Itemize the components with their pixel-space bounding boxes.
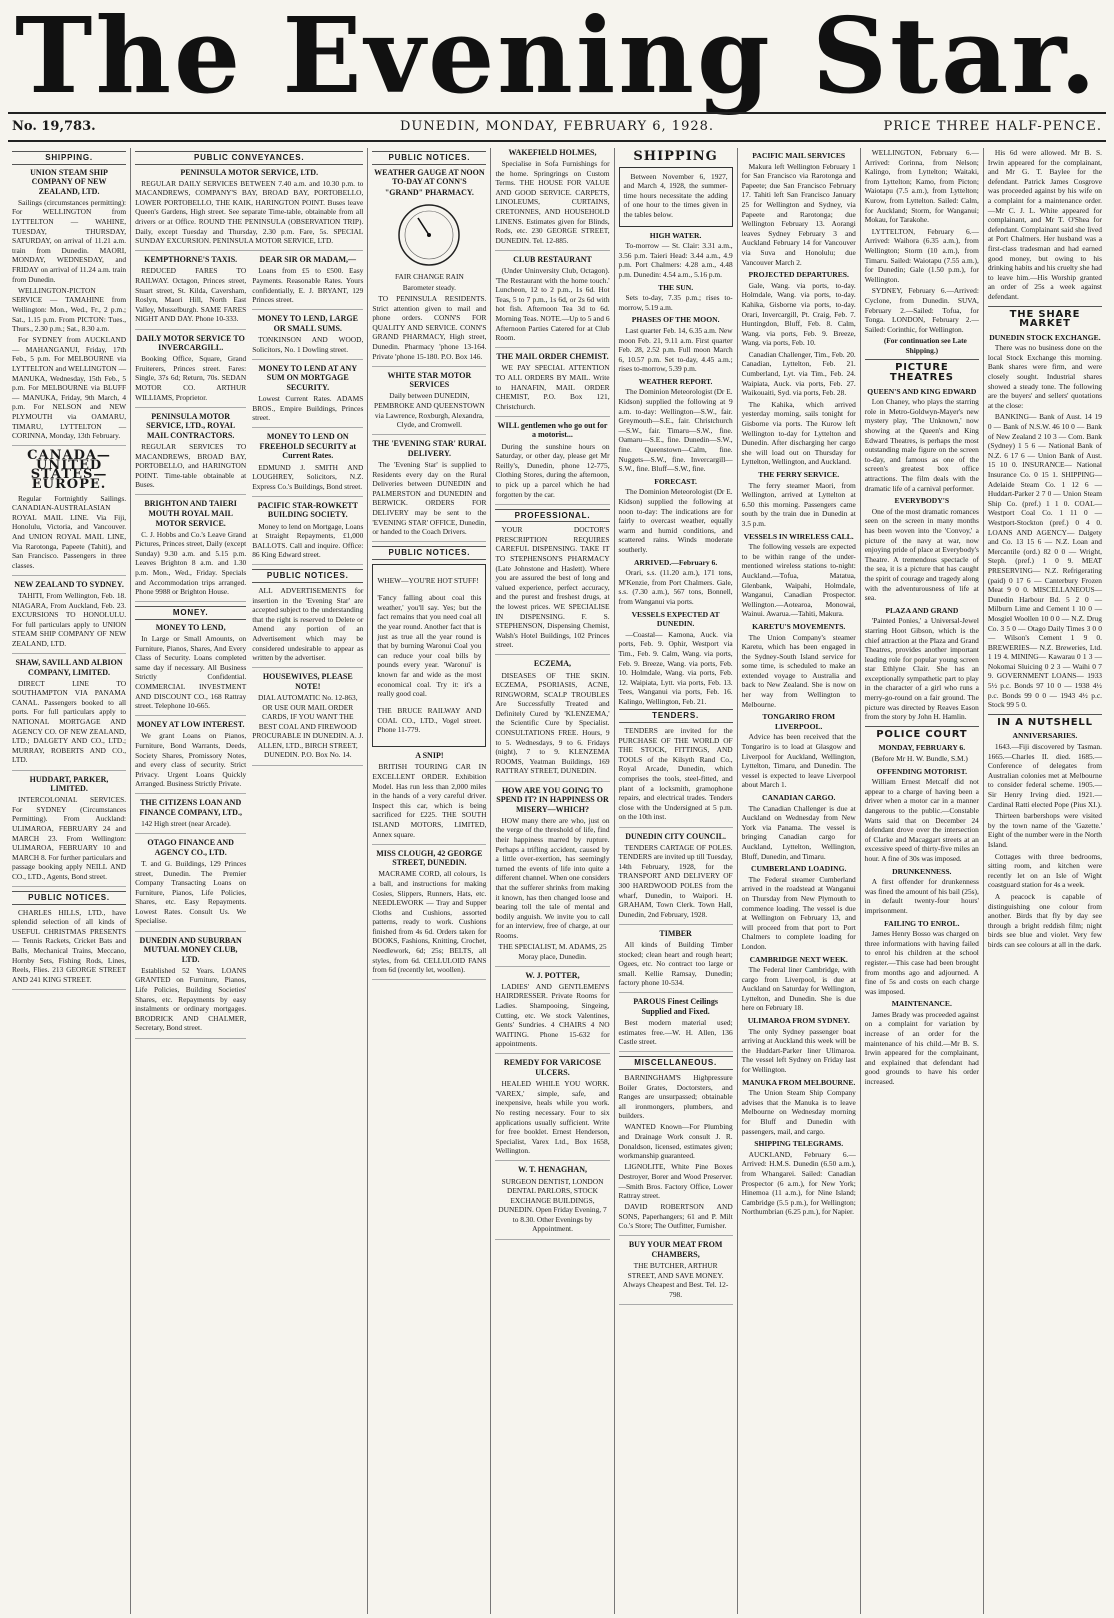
notice-title: MONEY TO LEND ON FREEHOLD SECURITY at Current Rates. xyxy=(259,432,357,461)
notice xyxy=(12,168,126,447)
article-subheading: VESSELS EXPECTED AT DUNEDIN. xyxy=(631,609,720,629)
notice-title: WAKEFIELD HOLMES, xyxy=(508,148,597,157)
article-text: A peacock is capable of distinguishing one colour from another. Birds that fly by day see through a bright reddish film; night birds see blue and violet. Very few birds can see colours at all in the dark. xyxy=(987,891,1102,949)
article-subheading: THE FERRY SERVICE. xyxy=(758,470,840,479)
section-heading: PUBLIC NOTICES. xyxy=(12,891,126,905)
article xyxy=(742,151,856,1217)
notice xyxy=(372,849,486,981)
article-text: The Dominion Meteorologist (Dr E. Kidson) supplied the following at 9 a.m. to-day: Wellington—S.W., fair. Greymouth—S.E., fair. Christchurch—S.W., fair. Timaru—S.W., fine. Oamaru—S.E., fine. Dunedin—S.W., fine. Queenstown—Calm, fine. Nuggets—S.W., fine. Invercargill—S.W., fine. Bluff—S.W., fine. xyxy=(618,387,733,474)
column-shipping-news xyxy=(615,148,738,1614)
section-heading: POLICE COURT xyxy=(865,726,979,741)
summer-time-note xyxy=(619,167,733,227)
article-text: The Kahika, which arrived yesterday morning, sails tonight for Gisborne via ports. The Kurow left Wellington to-day for Lyttelton and Dunedin. After discharging her cargo she will load out on Thursday for Lyttelton, Wellington, and Auckland. xyxy=(741,399,856,467)
notice xyxy=(135,720,246,794)
article-text: Orari, s.s. (11.20 a.m.), 171 tons, M'Kenzie, from Port Chalmers. Gale, s.s. (7.30 a.m.), 567 tons, Bonnell, from Wanganui via ports. xyxy=(618,568,733,606)
article-text: (For continuation see Late Shipping.) xyxy=(883,336,967,355)
notice xyxy=(619,929,733,994)
notice-body: TONKINSON AND WOOD, Solicitors, No. 1 Dowling street. xyxy=(252,335,364,354)
article xyxy=(865,387,979,722)
article-subheading: VESSELS IN WIRELESS CALL. xyxy=(743,531,854,541)
notice-body: Established 52 Years. LOANS GRANTED on Furniture, Pianos, Life Policies, Building Societies' Shares, etc. Repayments by easy instalments or ordinary mortgages. BRODRICK AND CHALMER, Secretary, Bond street. xyxy=(135,965,247,1033)
notice-body: ALL ADVERTISEMENTS for insertion in the 'Evening Star' are accepted subject to the understanding that the right is reserved to Delete or Amend any portion of an Advertisement which may be considered undesirable to appear as written by the advertiser. xyxy=(252,585,364,663)
sub-column-right xyxy=(252,255,363,1042)
article-text: His 6d were allowed. Mr B. S. Irwin appeared for the complainant, and Mr G. T. Baylee for the defendant. Patrick James Cosgrove was proceeded against by his wife on a complaint for a maintenance order.—Mr C. J. L. White appeared for complainant, and Mr T. O'Shea for defendant. Complainant said she lived at Port Chalmers. Her husband was a first-class tradesman and had earned good money, but owing to his drinking habits and his cruelty she had to leave him.—His Worship granted an order of 25s a week against defendant. xyxy=(987,148,1102,301)
notice xyxy=(135,499,246,602)
article-subheading: MANUKA FROM MELBOURNE. xyxy=(742,1077,856,1087)
article-text: AUCKLAND, February 6.—Arrived: H.M.S. Dunedin (6.50 a.m.), from Whangarei. Sailed: Canadian Prospector (6 a.m.), for New York; Hinemoa (11 a.m.), for Nine Island; Cambridge (5.5 p.m.), for Wellington; Northumbrian (6.25 p.m.), for Napier. xyxy=(741,1149,856,1217)
notice xyxy=(252,672,363,765)
column-shipping xyxy=(8,148,131,1614)
notice-title: MISS CLOUGH, 42 GEORGE STREET, DUNEDIN. xyxy=(376,848,483,868)
notice-signature: THE SPECIALIST, M. ADAMS, 25 Moray place, Dunedin. xyxy=(498,942,607,961)
notice-title: W. T. HENAGHAN, xyxy=(518,1165,587,1175)
notice-title: NEW ZEALAND TO SYDNEY. xyxy=(14,579,124,589)
article-text: SYDNEY, February 6.—Arrived: Cyclone, from Dunedin. SUVA, February 2.—Sailed: Tofua, for Tonga. LONDON, February 2.—Sailed: Corinthic, for Wellington. xyxy=(864,286,979,334)
masthead xyxy=(0,0,1114,117)
notice-body: WELLINGTON-PICTON SERVICE — TAMAHINE from Wellington: Mon., Wed., Fr., 2 p.m.; Sat., 1.15 p.m. From PICTON: Tues., Thurs., 2.30 p.m.; Sat., 8.30 a.m. xyxy=(12,285,127,334)
notice-body: SURGEON DENTIST, LONDON DENTAL PARLORS, STOCK EXCHANGE BUILDINGS, DUNEDIN. Open Friday Evening, 7 to 8.30. Other Evenings by Appointment. xyxy=(498,1176,607,1234)
column-public-notices xyxy=(368,148,491,1614)
notice-body: TENDERS are invited for the PURCHASE OF THE WORLD OF THE STOCK, FITTINGS, AND TOOLS of the Kilsyth Rand Co., Royal Arcade, Dunedin, which comprises the tools, steel-fitted, and plant of a locksmith, gramophone repairs, and electrical trades. Tenders close with the Undersigned at 5 p.m. on the 10th inst. xyxy=(618,726,733,822)
notice-title: DUNEDIN CITY COUNCIL. xyxy=(625,831,727,841)
notice xyxy=(372,168,486,367)
notice xyxy=(252,255,363,310)
notice xyxy=(495,421,609,505)
section-heading: CANADA—UNITED STATES—EUROPE. xyxy=(27,448,111,492)
notice-title: HOUSEWIVES, PLEASE NOTE! xyxy=(262,672,353,691)
article xyxy=(988,731,1102,949)
article-text: Cottages with three bedrooms, sitting room, and kitchen were recently let on an Isle of Wight coastguard station for 4s a week. xyxy=(987,851,1102,890)
notice-body: DIRECT LINE TO SOUTHAMPTON VIA PANAMA CANAL. Passengers booked to all ports. For full particulars apply to NATIONAL MORTGAGE AND AGENCY CO. OF NEW ZEALAND, LTD.; DALGETY AND CO., LTD.; MURRAY, ROBERTS AND CO., LTD. xyxy=(12,678,127,765)
notice-body: (Under Uninversity Club, Octagon). 'The Restaurant with the home touch.' Luncheon, 12 to 2 p.m., 1s 6d. Hot Teas, 5 to 7 p.m., 1s 6d, or 2s 6d with hot fish. Afternoon Tea 3d to 6d. Morning Teas. NOTE.—Up to 5 and 6 Afternoon Parties Catered for at Club Room. xyxy=(495,266,610,343)
notice-body: Sailings (circumstances permitting): For WELLINGTON from LYTTELTON — WAHINE, TUESDAY, THURSDAY, SATURDAY, on arrival of 11.21 a.m. train from Dunedin. MAORI, MONDAY, WEDNESDAY, and FRIDAY on arrival of 11.24 a.m. train from Dunedin. xyxy=(12,197,127,284)
notice-title: BRIGHTON AND TAIERI MOUTH ROYAL MAIL MOTOR SERVICE. xyxy=(144,499,237,528)
notice-body: Loans from £5 to £500. Easy Payments. Reasonable Rates. Yours confidentially, E. J. BRYANT, 129 Princes street. xyxy=(252,266,364,305)
article-text: The ferry steamer Maori, from Wellington, arrived at Lyttelton at 6.50 this morning. Passengers came south by the train due in Dunedin at 3.5 p.m. xyxy=(741,480,856,528)
notice-signature: THE BRUCE RAILWAY AND COAL CO., LTD., Vogel street. Phone 11-779. xyxy=(377,706,482,735)
article-text: Lon Chaney, who plays the starring role in Metro-Goldwyn-Mayer's new mystery play, 'The Unknown,' now showing at the Queen's and King Edward Theatres, is perhaps the most outstanding male figure on the screen to-day, and famous as one of the screen's greatest box office attractions. The film deals with the dramatic life of a carnival performer. xyxy=(864,397,979,493)
article-text: The Union Company's steamer Karetu, which has been engaged in the Sydney-South Island service for some time, is scheduled to make an extended voyage to Australia and back to New Zealand. She is now on her way from Wellington to Melbourne. xyxy=(741,632,856,709)
notice-body: We grant Loans on Pianos, Furniture, Bond Warrants, Deeds, Society Shares, Promissory Notes, and every class of security. Strict Privacy. Urgent Loans Quickly Arranged. Business Strictly Private. xyxy=(135,731,247,789)
article xyxy=(865,743,979,1086)
article-text: Canadian Challenger, Tim., Feb. 20. Canadian, Lyttelton, Feb. 21. Cumberland, Lyt. via Tim., Feb. 24. Waipiata, Auck. via ports, Feb. 27. Waikouaiti, Syd. via ports, Feb. 28. xyxy=(741,349,856,398)
notice xyxy=(619,832,733,925)
notice-title: OTAGO FINANCE AND AGENCY CO., LTD. xyxy=(147,838,234,857)
notice-body: LADIES' AND GENTLEMEN'S HAIRDRESSER. Private Rooms for Ladies. Shampooing, Singeing, Cutting, etc. We stock Valentines, Gents' Sundries. 4 CHAIRS 4 NO WAITING. Phone 15-632 for appointments. xyxy=(495,981,610,1049)
notice-body: WANTED Known—For Plumbing and Drainage Work consult J. R. Donaldson, licensed, estimates given; workmanship guaranteed. xyxy=(618,1122,733,1161)
section-heading: THE SHARE MARKET xyxy=(988,306,1102,330)
section-heading: IN A NUTSHELL xyxy=(988,714,1102,729)
notice xyxy=(495,971,609,1055)
section-heading: PUBLIC CONVEYANCES. xyxy=(135,151,363,165)
section-heading: MISCELLANEOUS. xyxy=(619,1056,733,1070)
article-subheading: KARETU'S MOVEMENTS. xyxy=(752,621,846,631)
sub-columns xyxy=(135,255,363,1042)
article-subheading: MONDAY, FEBRUARY 6. xyxy=(878,743,966,753)
article-subheading: WEATHER REPORT. xyxy=(638,376,713,386)
notice xyxy=(495,1165,609,1239)
article-text: The Canadian Challenger is due at Auckland on Wednesday from New York via Panama. The vessel is bringing Canadian cargo for Auckland, Lyttelton, Wellington, Bluff, Dunedin, and Timaru. xyxy=(741,803,856,861)
notice-title: THE MAIL ORDER CHEMIST. xyxy=(496,352,609,362)
article xyxy=(865,148,979,355)
notice-body: Money to lend on Mortgage, Loans at Straight Repayments, £1,000 BALLOTS. Call and inquire. Office: 86 King Edward street. xyxy=(252,521,364,560)
article-text: Advice has been received that the Tongariro is to load at Glasgow and Liverpool for Auckland, Wellington, Lyttelton, Timaru, and Dunedin. The vessel is expected to leave Liverpool about March 1. xyxy=(741,732,856,790)
article-text: The Dominion Meteorologist (Dr E. Kidson) supplied the following at noon to-day: The indications are for fairly to overcast weather, equally warm and humid conditions, and scattered rains. Winds moderate southerly. xyxy=(618,487,733,554)
notice xyxy=(372,751,486,844)
article-text: —Coastal— Kamona, Auck. via ports, Feb. 9. Ophir, Westport via Tim., Feb. 9. Calm, Wang. via ports, Feb. 9. Breeze, Wang. via ports, Feb. 10. Holmdale, Wang. via ports, Feb. 12. Waipiata, Lytt. via ports, Feb. 13. Tees, Wanganui via ports, Feb. 16. Kalingo, Wellington, Feb. 21. xyxy=(618,629,733,706)
notice-body: INTERCOLONIAL SERVICES. For SYDNEY (Circumstances Permitting). From Auckland: ULIMAROA, FEBRUARY 24 and MARCH 23. From Wellington: ULIMAROA, FEBRUARY 10 and MARCH 8. For further particulars and passage booking apply NEILL AND CO., LTD., Agents, Bond street. xyxy=(12,795,127,881)
notice xyxy=(135,798,246,834)
section-heading: TENDERS. xyxy=(619,709,733,723)
notice-title: THE 'EVENING STAR' RURAL DELIVERY. xyxy=(372,439,487,458)
article-text: A first offender for drunkenness was fined the amount of his bail (25s), in default twenty-four hours' imprisonment. xyxy=(864,877,979,915)
article xyxy=(988,333,1102,710)
article-subheading: TONGARIRO FROM LIVERPOOL. xyxy=(762,712,836,731)
notice-title: WILL gentlemen who go out for a motorist... xyxy=(497,420,608,440)
gauge-caption: Barometer steady. xyxy=(402,282,457,292)
notice-title: KEMPTHORNE'S TAXIS. xyxy=(144,255,238,265)
notice xyxy=(619,997,733,1052)
notice-title: UNION STEAM SHIP COMPANY OF NEW ZEALAND, LTD. xyxy=(30,167,108,196)
issue-number: No. 19,783. xyxy=(12,119,96,134)
section-heading: MONEY. xyxy=(135,606,246,620)
notice xyxy=(135,255,246,329)
notice-body: REGULAR DAILY SERVICES BETWEEN 7.40 a.m. and 10.30 p.m. to MACANDREWS, COMPANY'S BAY, BROAD BAY, PORTOBELLO, LOWER PORTOBELLO, THE KAIK, HARINGTON POINT. Buses leave Queen's Gardens, High street. See separate Time-table, obtainable from all drivers or at Office. ROUND THE PENINSULA (OBSERVATION TRIP). Daily, except Tuesday and Thursday, 2.30 p.m. Fare, 5s. SPECIAL SUNDAY EXCURSION. PENINSULA MOTOR SERVICE, LTD. xyxy=(135,178,364,246)
notice-title: WEATHER GAUGE AT NOON TO-DAY AT CONN'S xyxy=(374,167,485,187)
section-heading: PUBLIC NOTICES. xyxy=(372,546,486,560)
notice-body: HEALED WHILE YOU WORK. 'VAREX,' simple, safe, and inexpensive, heals while you work. No resting necessary. Four to six applications usually sufficient. Write for free booklet. Ernest Henderson, Specialist, Varex Ltd., Box 1658, Wellington. xyxy=(495,1079,610,1156)
notice-body: During the sunshine hours on Saturday, or other day, please get Mr Reilly's, Dunedin, phone 12-775, Clothing Stores, during the afternoon, to pick up a parcel which he had forgotten by the car. xyxy=(495,441,610,499)
article-text: The only Sydney passenger boat arriving at Auckland this week will be the Huddart-Parker liner Ulimaroa. The vessel left Sydney on Friday last for Wellington. xyxy=(741,1026,856,1075)
section-heading: PUBLIC NOTICES. xyxy=(372,151,486,165)
article-subheading: CUMBERLAND LOADING. xyxy=(751,864,847,874)
article-text: Makura left Wellington February 1 for San Francisco via Rarotonga and Papeete; due San Francisco February 17. Tahiti left San Francisco January 25 for Wellington and Sydney, via Papeete and Rarotonga; due Wellington February 13. Aorangi leaves Sydney February 3 and Auckland February 14 for Vancouver via Suva and Honolulu; due Vancouver March 2. xyxy=(741,161,856,267)
notice-body: DAVID ROBERTSON AND SONS, Paperhangers; 61 and P. Milt Co.'s Store; The Outfitter, Furnisher. xyxy=(618,1202,733,1231)
notice-body: TO PENINSULA RESIDENTS. Strict attention given to mail and phone orders. CONN'S FOR QUALITY AND SERVICE. CONN'S GRAND PHARMACY, High street, Dunedin. Pharmacy 'phone 13-164. Private 'phone 15-180. P.O. Box 146. xyxy=(372,294,487,361)
notice xyxy=(495,148,609,251)
article-text: One of the most dramatic romances seen on the screen in many months has been woven into the 'Convoy,' a picture of the navy at war, now enjoying pride of place at Everybody's Theatre. A tremendous spectacle of the sea, it is a picture that has caught the spirit of courage and tragedy along with the adventurousness of life at sea. xyxy=(864,506,979,603)
notice-body: Booking Office, Square, Grand Fruiterers, Princes street. Fares: Single, 37s 6d; Return, 70s. SEDAN MOTOR CO. ARTHUR WILLIAMS, Proprietor. xyxy=(135,354,247,402)
notice-title: DUNEDIN AND SUBURBAN MUTUAL MONEY CLUB, LTD. xyxy=(139,935,242,964)
notice-body: THE BUTCHER, ARTHUR STREET, AND SAVE MONEY. Always Cheapest and Best. Tel. 12-798. xyxy=(622,1261,729,1299)
article-text: The following vessels are expected to be within range of the under-mentioned wireless stations to-night: Auckland.—Tofua, Matatua, Glenbank, Waipahi, Holmdale, Wanganui, Canadian Prospector. Wellington.—Aotearoa, Monowai, Wainui. Awarua.—Tahiti, Makura. xyxy=(741,542,856,619)
notice-body: In Large or Small Amounts, on Furniture, Pianos, Shares, And Every Class of Security. Loans completed same day if necessary. All Business Strictly Confidential. COMMERCIAL INVESTMENT AND DISCOUNT CO., 168 Rattray street. Telephone 10-665. xyxy=(135,634,247,711)
article-text: William Ernest Metcalf did not appear to a charge of having been a driver when a motor car in a manner dangerous to the public.—Constable Watts said that on December 24 defendant drove over the intersection of Clarke and Macaggart streets at an excessive speed of thirty-five miles an hour. A fine of 30s was imposed. xyxy=(864,777,979,863)
notice-body: HOW many there are who, just on the verge of the threshold of life, find their happiness marred by rupture. Perhaps a trifling accident, caused by a little over-exertion, has seemingly turned the events of life into quite a different channel. When one considers that the sufferer shrinks from making it known, has then changed loose and bearing toll the tale of mental and bodily anguish. We invite you to call for an interview, free of charge, at our Rooms. xyxy=(495,815,610,940)
notice xyxy=(495,255,609,348)
notice-body: 142 High street (near Arcade). xyxy=(141,819,231,829)
column-public-conveyances xyxy=(131,148,368,1614)
notice xyxy=(252,314,363,359)
article-text: Thirteen barbershops were visited by the town name of the 'Gazette.' Eight of the number were in the North Island. xyxy=(987,811,1102,849)
article-subheading: ULIMAROA FROM SYDNEY. xyxy=(747,1016,850,1026)
article-text: James Brady was proceeded against on a complaint for variation by increase of an order for the maintenance of his child.—Mr B. S. Irwin appeared for the complainant, and explained that defendant had good grounds to have his order increased. xyxy=(864,1009,979,1087)
notice-body: Specialise in Sofa Furnishings for the home. Springrings on Custom Terms. THE HOUSE FOR VALUE AND GOOD SERVICE. CARPETS, LINOLEUMS, CURTAINS, CRETONNES, AND HOUSEHOLD LINENS. Estimates given for Blinds, Rods, etc. 230 GEORGE STREET, DUNEDIN. Tel. 12-885. xyxy=(495,159,610,245)
issue-price: PRICE THREE HALF-PENCE. xyxy=(883,119,1102,134)
dateline xyxy=(8,112,1106,142)
notice xyxy=(495,1058,609,1161)
article-subheading: THE SUN. xyxy=(658,282,694,292)
notice xyxy=(619,726,733,827)
article-subheading: PROJECTED DEPARTURES. xyxy=(748,270,849,280)
notice-title: ECZEMA, xyxy=(533,659,572,669)
gauge-label: "GRAND" PHARMACY. xyxy=(384,188,474,198)
notice xyxy=(619,1240,733,1305)
notice-title: THE CITIZENS LOAN AND FINANCE COMPANY, LTD., xyxy=(139,798,242,818)
notice-body: For SYDNEY from AUCKLAND — MAHANGANUI, Friday, 17th Feb., 5 p.m. For MELBOURNE via LYTTELTON and WELLINGTON — MANUKA, Wednesday, 15th Feb., 5 p.m. For MELBOURNE via BLUFF — MANUKA, Friday, 9th March, 4 p.m. For NELSON and NEW PLYMOUTH via OAMARU, TIMARU, LYTTELTON — CORINNA, Monday, 13th February. xyxy=(12,335,127,441)
article-text: WELLINGTON, February 6.—Arrived: Corinna, from Nelson; Kalingo, from Lyttelton; Waitaki, from Lyttelton; Kamo, from Picton; Waiotapu (7.5 a.m.), from Lyttelton; Kurow, from Lyttelton. Sailed: Calm, for Auckland; Storm, for Wanganui; Mokau, for Tarakohe. xyxy=(864,148,979,225)
notice-body: 'Fancy falling about coal this weather,' you'll say. Yes; but the fact remains that you need coal all the year round. Another fact that is just as true all the year round is that by burning Waronui Coal you can reduce your coal bills by pounds every year. 'Waronui' is known far and wide as the most economical coal. Try it: it's a really good coal. xyxy=(377,593,482,699)
notice-body: DISEASES OF THE SKIN. ECZEMA, PSORIASIS, ACNE, RINGWORM, SCALP TROUBLES Are Successfully Treated and Definitely Cured by 'KLENZEMA,' the Scientific Cure by Specialist. CONSULTATIONS FREE. Hours, 9 to 5. Wednesdays, 9 to 6. Fridays (night), 7 to 9. KLENZEMA ROOMS, Yeatman Buildings, 169 RATTRAY STREET, DUNEDIN. xyxy=(495,670,610,776)
masthead-title: The Evening Star. xyxy=(15,0,1099,117)
article-text: 1643.—Fiji discovered by Tasman. 1665.—Charles II. died. 1685.—Conference of delegates from Australian colonies met at Melbourne to consider federal scheme. 1905.—Sir Henry Irving died. 1921.—Cardinal Ratti elected Pope (Pius XI.). xyxy=(987,742,1102,809)
article-subheading: PHASES OF THE MOON. xyxy=(631,315,720,325)
notice-title: PACIFIC STAR-ROWKETT BUILDING SOCIETY. xyxy=(257,500,358,520)
article-subheading: QUEEN'S AND KING EDWARD xyxy=(867,386,977,396)
notice xyxy=(252,364,363,429)
notice xyxy=(135,838,246,931)
notice-body: C. J. Hobbs and Co.'s Leave Grand Pictures, Princes street, Daily (except Sunday) 9.30 a.m. and 5.15 p.m. Leaves Brighton 8 a.m. and 1.30 p.m. Mon., Wed., Friday. Specials and Accommodation trips arranged. Phone 9988 or Brighton House. xyxy=(135,529,247,597)
notice-title: SHAW, SAVILL AND ALBION COMPANY, LIMITED. xyxy=(15,658,123,677)
notice-body: Regular Fortnightly Sailings. CANADIAN-AUSTRALASIAN ROYAL MAIL LINE. Via Fiji, Honolulu, Victoria, and Vancouver. And UNION ROYAL MAIL LINE, Via Rarotonga, Papeete (Tahiti), and San Francisco. Passengers in three classes. xyxy=(12,493,127,570)
notice-title: PENINSULA MOTOR SERVICE, LTD., ROYAL MAIL CONTRACTORS. xyxy=(146,411,236,440)
article-subheading: HIGH WATER. xyxy=(649,230,702,240)
notice-body: BRITISH TOURING CAR IN EXCELLENT ORDER. Exhibition Model. Has run less than 2,000 miles in the hands of a very careful driver. Inspect this car, which is being sacrificed for £225. THE SOUTH ISLAND MOTORS, LIMITED, Annex square. xyxy=(372,762,487,839)
notice-body: The 'Evening Star' is supplied to Residents every day on the Rural Deliveries between DUNEDIN and PALMERSTON and DUNEDIN and BERWICK. ORDERS FOR DELIVERY may be sent to the 'EVENING STAR' OFFICE, Dunedin, or handed to the Coach Drivers. xyxy=(372,459,487,537)
notice-body: Best modern material used; estimates free.—W. H. Allen, 136 Castle street. xyxy=(618,1018,733,1047)
article-text: (Before Mr H. W. Bundle, S.M.) xyxy=(871,754,968,764)
column-pacific-mail xyxy=(738,148,861,1614)
notice-title: MONEY TO LEND AT ANY SUM ON MORTGAGE SECURITY. xyxy=(258,363,358,392)
notice xyxy=(252,432,363,497)
section-heading: PICTURE THEATRES xyxy=(865,359,979,383)
notice xyxy=(12,580,126,654)
article-text: The Union Steam Ship Company advises that the Manuka is to leave Melbourne on Wednesday morning for Bluff and Dunedin with passengers, mail, and cargo. xyxy=(741,1088,856,1136)
article-text: Sets to-day, 7.35 p.m.; rises to-morrow, 5.19 a.m. xyxy=(618,293,733,312)
stock-quotations: BANKING— Bank of Aust. 14 19 0 — Bank of N.S.W. 46 10 0 — Bank of New Zealand 2 10 3 — Com. Bank (Sydney) 1 5 6 — National Bank of N.Z. 6 17 6 — Union Bank of Aust. 15 10 0. INSURANCE— National Insurance Co. 0 15 1. SHIPPING— Adelaide Steam Co. 1 12 6 — Huddart-Parker 2 7 0 — Union Steam Ship Co. (pref.) 1 1 0. COAL— Westport Coal Co. 1 11 0 — Westport-Stockton (pref.) 0 4 0. LOANS AND AGENCY— Dalgety and Co. 13 15 6 — N.Z. Loan and Mercantile (ord.) 82 0 0 — Wright, Steph. (pref.) 1 0 9. MEAT PRESERVING— N.Z. Refrigerating (paid) 0 17 6 — Canterbury Frozen Meat 9 0 0. MISCELLANEOUS— Dunedin Harbour Bd. 5 2 0 — Milburn Lime and Cement 1 10 0 — Mosgiel Woollen 10 0 0 — N.Z. Drug Co. 3 5 0 — Otago Daily Times 3 0 0 — Wilson's Cement 1 9 0. BREWERIES— N.Z. Breweries, Ltd. 1 19 4. MINING— Kawarau 0 1 3 — Nokomai Sluicing 0 2 3 — Waihi 0 7 9. GOVERNMENT LOANS— 1933 5½ p.c. Bonds 97 10 0 — 1938 4½ p.c. Bonds 99 0 0 — 1943 4½ p.c. Stock 99 5 0. xyxy=(987,412,1102,710)
notice-title: PAROUS Finest Ceilings Supplied and Fixed. xyxy=(633,997,718,1016)
notice-body: Daily between DUNEDIN, PEMBROKE AND QUEENSTOWN via Lawrence, Roxburgh, Alexandra, Clyde, and Cromwell. xyxy=(374,391,485,430)
notice-title: DEAR SIR OR MADAM,— xyxy=(259,255,356,265)
article-subheading: CANADIAN CARGO. xyxy=(762,793,836,802)
notice-body: CHARLES HILLS, LTD., have splendid selection of all kinds of USEFUL CHRISTMAS PRESENTS — Tennis Rackets, Cricket Bats and Balls, Mechanical Trains, Meccano, Hornby Sets, Fishing Rods, Lines, Reels, Flies. 213 GEORGE STREET AND 241 KING STREET. xyxy=(12,907,127,984)
notice xyxy=(372,439,486,542)
article-subheading: FAILING TO ENROL. xyxy=(884,918,960,928)
gauge-dial-text: FAIR CHANGE RAIN xyxy=(394,271,464,281)
notice-body: YOUR DOCTOR'S PRESCRIPTION REQUIRES CAREFUL DISPENSING. TAKE IT TO STEPHENSON'S PHARMACY (Late Johnstone and Haslett). Where you are assured the best of long and valued experience, perfect accuracy, and the purest and freshest drugs, at the lowest prices. WE SPECIALISE IN DISPENSING. F. S. STEPHENSON, Dispensing Chemist, Walsh's Hotel Buildings, 102 Princes street. xyxy=(495,525,610,650)
article-subheading: EVERYBODY'S xyxy=(894,496,950,506)
notice xyxy=(495,659,609,781)
article-subheading: PACIFIC MAIL SERVICES xyxy=(752,151,846,160)
article-subheading: OFFENDING MOTORIST. xyxy=(876,766,968,776)
article-text: LYTTELTON, February 6.—Arrived: Waihora (6.35 a.m.), from Wellington; Storm (10 a.m.), from Timaru. Sailed: Waiotapu (7.55 a.m.), for Dunedin; Gale (1.50 p.m.), for Wellington. xyxy=(864,226,979,284)
notice-body: MACRAME CORD, all colours, 1s a ball, and instructions for making Cosies, Slippers, Runners, Hats, etc. NEEDLEWORK — Tray and Supper Cloths and Cushions, assorted patterns, ready to work. Cushions finished from 4s 6d. Orders taken for BOOKS, Fashions, Knitting, Crochet, Needlework, 6d; 25s; BELTS, all styles, from 6d. CELLULOID FANS from 6d (recently let, woollen). xyxy=(372,869,487,975)
notice xyxy=(372,371,486,436)
notice-body: LIGNOLITE, White Pine Boxes Destroyer, Borer and Wood Preserver.—Smith Bros. Factory Office, Lower Rattray street. xyxy=(618,1162,733,1201)
article-text: James Henry Bosso was charged on three informations with having failed to enrol his children at the school register.—This case had been brought from months ago and adjourned. A fine of 5s and costs on each charge was imposed. xyxy=(864,929,979,996)
notice xyxy=(12,908,126,990)
notice-title: A SNIP! xyxy=(415,751,444,761)
notice-title: HUDDART, PARKER, LIMITED. xyxy=(29,774,109,794)
article-text: Last quarter Feb. 14, 6.35 a.m. New moon Feb. 21, 9.11 a.m. First quarter Feb. 28, 2.52 p.m. Full moon March 6, 10.57 p.m. Set to-day, 4.45 a.m.; rises to-morrow, 5.39 p.m. xyxy=(618,325,733,374)
article-text: The Federal steamer Cumberland arrived in the roadstead at Wanganui on Thursday from New Plymouth to commence loading. The vessel is due at Wellington on February 13, and will proceed from that port to Port Chalmers to complete loading for London. xyxy=(741,874,856,951)
column-picture-theatres xyxy=(861,148,984,1614)
notice-title: PENINSULA MOTOR SERVICE, LTD. xyxy=(180,167,319,177)
notice xyxy=(252,586,363,668)
notice-body: DIAL AUTOMATIC No. 12-863, OR USE OUR MAIL ORDER CARDS, IF YOU WANT THE BEST COAL AND FIREWOOD PROCURABLE IN DUNEDIN. A. J. ALLEN, LTD., BIRCH STREET, DUNEDIN. P.O. Box No. 14. xyxy=(252,692,364,760)
notice-body: WE PAY SPECIAL ATTENTION TO ALL ORDERS BY MAIL. Write to HANAFIN, MAIL ORDER CHEMIST, P.O. Box 121, Christchurch. xyxy=(495,363,610,411)
notice-body: REGULAR SERVICES TO MACANDREWS, BROAD BAY, PORTOBELLO, and HARINGTON POINT. Time-table obtainable at Buses. xyxy=(135,441,247,490)
notice xyxy=(495,352,609,417)
section-heading: SHIPPING xyxy=(633,149,718,164)
article-text: The Federal liner Cambridge, with cargo from Liverpool, is due at Auckland on Saturday for Wellington, Lyttelton, and Dunedin. She is due here on February 18. xyxy=(741,965,856,1013)
notice xyxy=(12,494,126,576)
section-heading: PUBLIC NOTICES. xyxy=(252,569,363,583)
notice-title: W. J. POTTER, xyxy=(525,970,580,980)
notice-body: TAHITI, From Wellington, Feb. 18. NIAGARA, From Auckland, Feb. 23. EXCURSIONS TO HONOLULU. For full particulars apply to UNION STEAM SHIP COMPANY OF NEW ZEALAND, LTD. xyxy=(12,590,127,648)
notice-body: Lowest Current Rates. ADAMS BROS., Empire Buildings, Princes street. xyxy=(252,393,364,423)
notice xyxy=(135,168,363,252)
article-subheading: SHIPPING TELEGRAMS. xyxy=(754,1139,844,1149)
article-text: To-morrow — St. Clair: 3.31 a.m., 3.56 p.m. Taieri Head: 3.44 a.m., 4.9 p.m. Port Chalmers: 4.28 a.m., 4.48 p.m. Dunedin: 4.54 a.m., 5.16 p.m. xyxy=(618,241,733,279)
columns xyxy=(8,148,1106,1614)
notice-body: All kinds of Building Timber stocked; clean heart and rough heart; Ogees, etc. No contract too large or small. Kellie Ramsay, Dunedin; factory phone 10-534. xyxy=(618,939,733,988)
notice xyxy=(135,623,246,716)
coal-advert xyxy=(372,564,486,747)
section-heading: SHIPPING. xyxy=(12,151,126,165)
article xyxy=(619,231,733,707)
column-share-market xyxy=(984,148,1106,1614)
article-subheading: PLAZA AND GRAND xyxy=(885,605,959,615)
notice-title: MONEY AT LOW INTEREST. xyxy=(136,720,245,730)
article xyxy=(988,148,1102,302)
article-subheading: ARRIVED.—February 6. xyxy=(633,557,718,567)
article-subheading: ANNIVERSARIES. xyxy=(1012,731,1078,741)
notice-title: WHITE STAR MOTOR SERVICES xyxy=(387,370,472,390)
article-subheading: MAINTENANCE. xyxy=(891,999,952,1009)
article-subheading: DUNEDIN STOCK EXCHANGE. xyxy=(989,332,1101,342)
notice-title: TIMBER xyxy=(659,928,692,938)
notice-body: BARNINGHAM'S Highpressure Boiler Grates, Doctorsters, and Ranges are unsurpassed; obtainable all ironmongers, plumbers, and builders. xyxy=(618,1072,733,1121)
notice xyxy=(135,412,246,496)
notice-title: MONEY TO LEND, xyxy=(155,622,226,632)
notice-title: CLUB RESTAURANT xyxy=(513,254,592,264)
article-text: Gale, Wang. via ports, to-day. Holmdale, Wang. via ports, to-day. Kahika, Gisborne via ports, to-day. Orari, Invercargill, Pt. Craig, Feb. 7. Huntingdon, Bluff, Feb. 8. Calm, Wang. via ports, Feb. 9. Breeze, Wang. via ports, Feb. 10. xyxy=(741,280,856,348)
notice-body: REDUCED FARES TO RAILWAY. Octagon, Princes street, Stuart street, St. Kilda, Caversham, Roslyn, Maori Hill, North East Valley, Musselburgh. SAME FARES NIGHT AND DAY. Phone 10-333. xyxy=(135,266,247,324)
notice-title: MONEY TO LEND, LARGE OR SMALL SUMS. xyxy=(257,314,358,333)
article-subheading: DRUNKENNESS. xyxy=(892,866,952,876)
article-subheading: FORECAST. xyxy=(654,476,697,486)
notice xyxy=(135,936,246,1039)
weather-gauge-dial xyxy=(396,202,462,268)
notice xyxy=(495,525,609,655)
notice-title: DAILY MOTOR SERVICE TO INVERCARGILL. xyxy=(136,333,245,353)
notice-body: TENDERS CARTAGE OF POLES. TENDERS are invited up till Tuesday, 14th February, 1928, for the TRANSPORT AND DELIVERY OF 300 HARDWOOD POLES from the wharf, Dunedin, to Waipori. H. GRAHAM, Town Clerk. Town Hall, Dunedin, 2nd February, 1928. xyxy=(618,842,733,919)
notice-body: T. and G. Buildings, 129 Princes street, Dunedin. The Premier Company Transacting Loans on Furniture, Pianos, Life Policies, Shares, etc. Easy Repayments. Lowest Rates. Consult Us. We Specialise. xyxy=(135,858,247,926)
notice xyxy=(252,501,363,566)
issue-date: DUNEDIN, MONDAY, FEBRUARY 6, 1928. xyxy=(399,119,715,134)
sub-column-left xyxy=(135,255,246,1042)
notice-title: HOW ARE YOU GOING TO SPEND IT? IN HAPPINESS OR MISERY—WHICH? xyxy=(496,785,609,814)
article-text: There was no business done on the local Stock Exchange this morning. Bank shares were firm, and were closely sought. Industrial shares showed a steady tone. The following are the buyers' and sellers' quotations at the close: xyxy=(987,343,1102,410)
notice xyxy=(12,775,126,888)
article-text: Between November 6, 1927, and March 4, 1928, the summer-time hours necessitate the adding of one hour to the times given in the tables below. xyxy=(623,171,728,219)
article-text: 'Painted Ponies,' a Universal-Jewel starring Hoot Gibson, which is the chief attraction at the Plaza and Grand Theatres, provides another important leading role for popular young screen star Ethlyne Clair. She has an exceptionally sympathetic part to play in the character of a girl who runs a merry-go-round on a fair ground. The picture was directed by Reaves Eason from the story by John H. Hamlin. xyxy=(864,616,979,722)
column-professional xyxy=(491,148,614,1614)
notice-title: WHEW—YOU'RE HOT STUFF! xyxy=(377,576,479,586)
section-heading: PROFESSIONAL. xyxy=(495,509,609,523)
notice-body: EDMUND J. SMITH AND LOUGHREY, Solicitors, N.Z. Express Co.'s Buildings, Bond street. xyxy=(252,462,364,491)
notice-title: BUY YOUR MEAT FROM CHAMBERS, xyxy=(628,1240,723,1260)
article-subheading: CAMBRIDGE NEXT WEEK. xyxy=(749,954,848,964)
notice xyxy=(619,1073,733,1237)
notice-title: REMEDY FOR VARICOSE ULCERS. xyxy=(503,1058,602,1078)
notice xyxy=(135,334,246,408)
notice xyxy=(495,786,609,967)
notice xyxy=(12,658,126,771)
